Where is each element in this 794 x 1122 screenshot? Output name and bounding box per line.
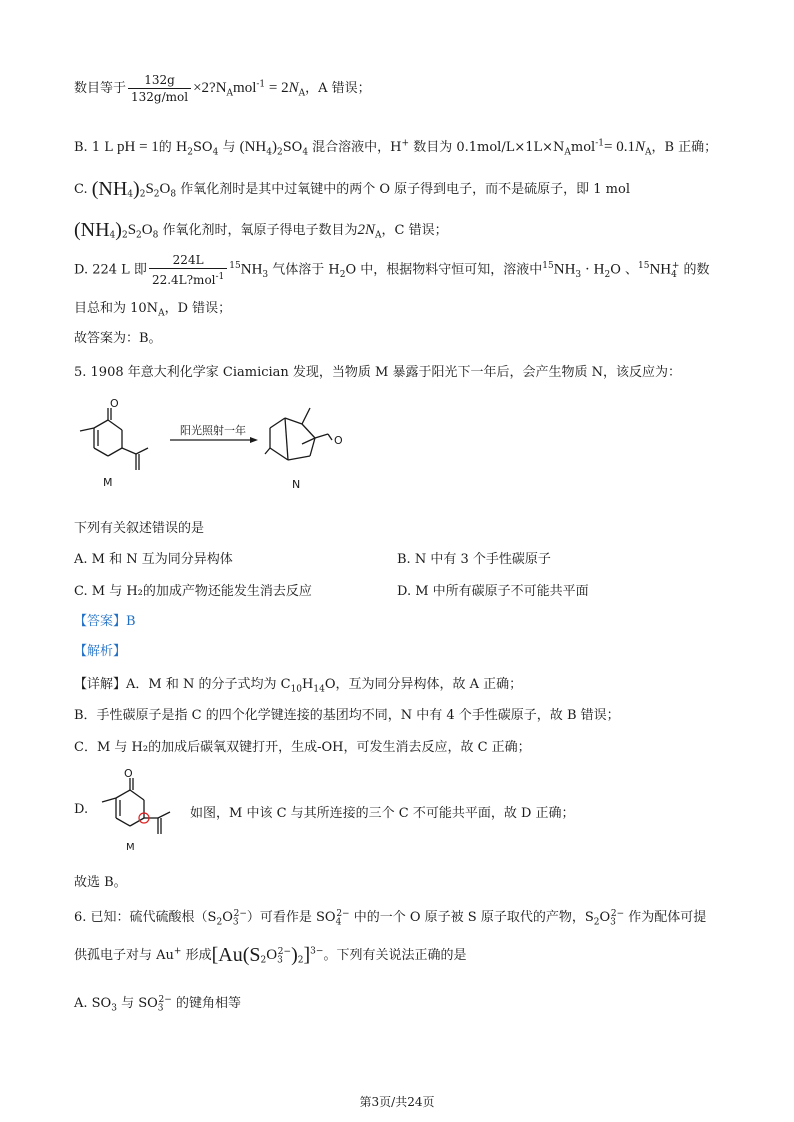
molecule-m xyxy=(80,408,148,470)
fraction-mass: $\frac{132g}{\text{132g/mol}}$ xyxy=(128,72,191,105)
answer-conclusion: 故答案为：B。 xyxy=(74,331,162,346)
oxygen-label: O xyxy=(124,768,133,780)
analysis-label: 【解析】 xyxy=(74,644,127,659)
structure-m-highlight xyxy=(98,768,188,856)
option-a[interactable]: A. M 和 N 互为同分异构体 xyxy=(74,552,233,567)
option-d[interactable]: D. M 中所有碳原子不可能共平面 xyxy=(397,584,589,599)
option-b[interactable]: B. N 中有 3 个手性碳原子 xyxy=(397,552,551,567)
molecule-m-label: M xyxy=(103,476,113,489)
question-stem: 下列有关叙述错误的是 xyxy=(74,521,205,536)
line-4: $(NH_4)_2S_2O_8$ 作氧化剂时，氧原子得电子数目为$2N_A$，C 错误； xyxy=(74,219,448,241)
question-6-option-a[interactable]: A. $SO_3$ 与 $SO_3^{2-}$ 的键角相等 xyxy=(74,994,241,1014)
reaction-arrow xyxy=(170,437,258,443)
arrow-label: 阳光照射一年 xyxy=(180,424,246,437)
question-6-line1: 6. 已知：硫代硫酸根$(S_2O_3^{2-})$可看作是 $SO_4^{2-}$ 中的一个 O 原子被 S 原子取代的产物，$S_2O_3^{2-}$ 作为配体可提 xyxy=(74,908,707,928)
line-1: 数目等于 $\frac{132g}{\text{132g/mol}}$ $\times 2?N_Amol^{-1} = 2N_A$，A 错误； xyxy=(74,73,371,104)
oxygen-label-m: O xyxy=(110,398,119,410)
reaction-scheme xyxy=(70,398,370,498)
explanation-b: B．手性碳原子是指 C 的四个化学键连接的基团均不同，N 中有 4 个手性碳原子，故 B 错误； xyxy=(74,708,620,723)
molecule-n-label: N xyxy=(292,478,301,491)
fraction-volume: $\frac{224L}{22.4L?mol^{-1}}$ xyxy=(149,252,227,288)
page-footer: 第3页/共24页 xyxy=(359,1095,435,1109)
oxygen-label-n: O xyxy=(334,434,343,447)
question-6-line2: 供孤电子对与 Au+ 形成$[Au(S_2O_3^{2-})_2]^{3-}$。下列有关说法正确的是 xyxy=(74,944,467,966)
line-2: B. 1 L pH = 1的 $H_2SO_4$ 与 $(NH_4)_2SO_4$ 混合溶液中，H+ 数目为 $0.1mol/L\times 1L\times N_Amol^{-1}= 0.1N_A$，B 正确； xyxy=(74,138,718,158)
choose-b: 故选 B。 xyxy=(74,875,127,890)
line-3: C. $(NH_4)_2S_2O_8$ 作氧化剂时是其中过氧键中的两个 O 原子得到电子，而不是硫原子，即 1 mol xyxy=(74,178,630,200)
line-6: 目总和为 $10N_A$，D 错误； xyxy=(74,301,232,319)
line-5: D. 224 L 即 $\frac{224L}{22.4L?mol^{-1}}$ $^{15}NH_3$ 气体溶于 $H_2O$ 中，根据物料守恒可知，溶液中$^{15}NH_3 \cdot H_2O$ 、$^{15}NH_4^+$ 的数 xyxy=(74,253,710,287)
option-c[interactable]: C. M 与 H₂的加成产物还能发生消去反应 xyxy=(74,584,312,599)
molecule-n xyxy=(265,408,332,460)
explanation-d-text: 如图，M 中该 C 与其所连接的三个 C 不可能共平面，故 D 正确； xyxy=(190,806,575,821)
answer-label: 【答案】B xyxy=(74,614,136,629)
explanation-c: C．M 与 H₂的加成后碳氧双键打开，生成-OH，可发生消去反应，故 C 正确； xyxy=(74,740,531,755)
structure-m-label: M xyxy=(126,842,135,853)
explanation-d-label: D. xyxy=(74,802,89,817)
detail-a: 【详解】A．M 和 N 的分子式均为 $C_{10}H_{14}O$，互为同分异构体，故 A 正确； xyxy=(74,677,523,695)
question-5: 5. 1908 年意大利化学家 Ciamician 发现，当物质 M 暴露于阳光下一年后，会产生物质 N，该反应为： xyxy=(74,365,682,380)
